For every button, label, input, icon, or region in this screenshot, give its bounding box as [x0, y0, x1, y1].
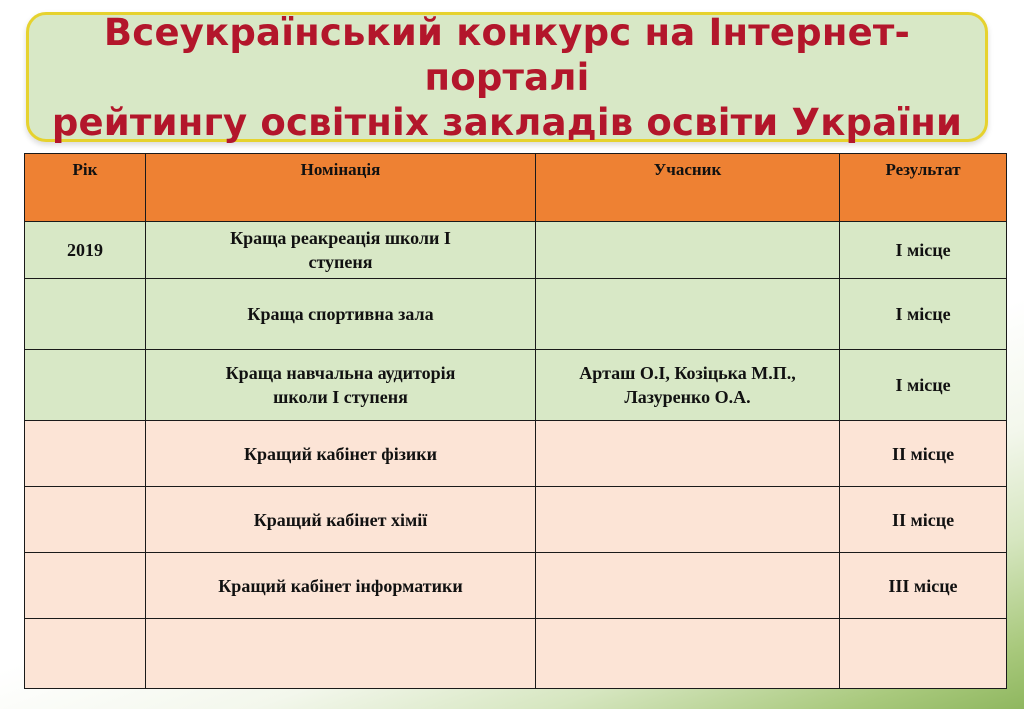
result-cell: ІІ місце [840, 487, 1007, 553]
nomination-cell [146, 421, 536, 487]
year-cell [25, 421, 146, 487]
table-row [25, 553, 1007, 619]
header-year: Рік [25, 154, 146, 222]
title-line-2: рейтингу освітніх закладів освіти України [51, 100, 963, 144]
nomination-line: школи І ступеня [273, 387, 408, 407]
nomination-cell [146, 553, 536, 619]
participant-line: Арташ О.І, Козіцька М.П., [579, 363, 796, 383]
nomination-line: Кращий кабінет інформатики [218, 575, 463, 596]
table-row [25, 421, 1007, 487]
title-line-1: Всеукраїнський конкурс на Інтернет-порталі [103, 10, 911, 99]
header-nomination: Номінація [146, 154, 536, 222]
nomination-line: Краща навчальна аудиторія [225, 363, 456, 383]
participant-cell [536, 350, 840, 421]
nomination-line: Краща спортивна зала [247, 304, 434, 324]
participant-cell [536, 487, 840, 553]
participant-cell [536, 279, 840, 350]
result-cell: І місце [840, 279, 1007, 350]
year-cell [25, 279, 146, 350]
result-cell: ІІІ місце [840, 553, 1007, 619]
participant-cell [536, 222, 840, 279]
participant-cell [536, 553, 840, 619]
nomination-line: ступеня [308, 252, 373, 272]
year-cell [25, 350, 146, 421]
results-table [24, 153, 1007, 689]
result-cell [840, 619, 1007, 689]
participant-cell [536, 619, 840, 689]
table-row [25, 279, 1007, 350]
result-cell: І місце [840, 350, 1007, 421]
table-row [25, 222, 1007, 279]
nomination-cell [146, 487, 536, 553]
page-title [29, 10, 985, 145]
nomination-cell [146, 279, 536, 350]
table-row [25, 619, 1007, 689]
nomination-line: Кращий кабінет хімії [253, 509, 428, 530]
result-cell: ІІ місце [840, 421, 1007, 487]
nomination-cell [146, 222, 536, 279]
table-row [25, 487, 1007, 553]
year-cell: 2019 [25, 222, 146, 279]
nomination-line: Краща реакреація школи І [230, 228, 451, 248]
table-row [25, 350, 1007, 421]
year-cell [25, 619, 146, 689]
participant-line: Лазуренко О.А. [624, 387, 751, 407]
nomination-cell [146, 619, 536, 689]
participant-cell [536, 421, 840, 487]
nomination-cell [146, 350, 536, 421]
header-result: Результат [840, 154, 1007, 222]
result-cell: І місце [840, 222, 1007, 279]
year-cell [25, 553, 146, 619]
year-cell [25, 487, 146, 553]
title-banner [26, 12, 988, 142]
nomination-line: Кращий кабінет фізики [243, 443, 438, 464]
table-header-row [25, 154, 1007, 222]
header-participant: Учасник [536, 154, 840, 222]
